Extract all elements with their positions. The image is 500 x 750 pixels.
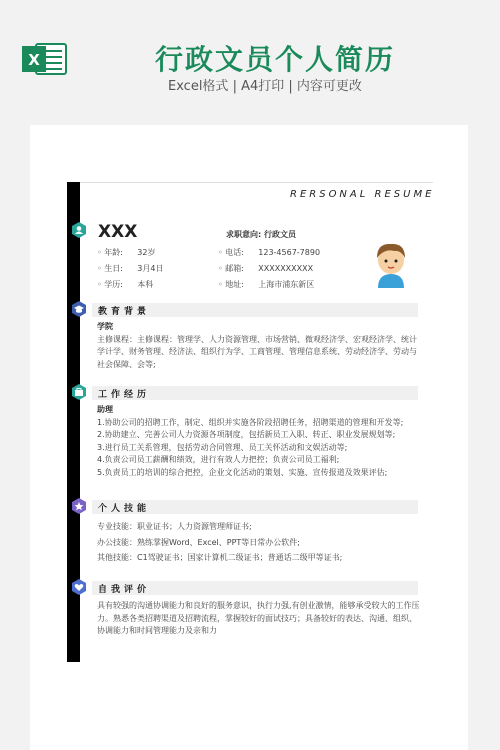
- work-icon: [71, 384, 87, 400]
- work-section-header: 工作经历: [92, 386, 418, 400]
- work-item: 5.负责员工的培训的综合把控，企业文化活动的策划、实施、宣传报道及效果评估;: [97, 467, 388, 477]
- avatar: [370, 238, 412, 288]
- education-body: [97, 321, 422, 371]
- info-phone: ◦ 电话: 123-4567-7890: [218, 248, 321, 257]
- info-email: ◦ 邮箱: XXXXXXXXXX: [218, 264, 314, 273]
- education-icon: [71, 301, 87, 317]
- education-school: 学院: [97, 322, 113, 331]
- page-title: 行政文员个人简历: [155, 43, 396, 76]
- svg-text:X: X: [28, 51, 40, 69]
- info-birthday: ◦ 生日: 3月4日: [97, 264, 164, 273]
- skill-item: 办公技能：熟练掌握Word、Excel、PPT等日常办公软件;: [97, 537, 300, 547]
- work-item: 1.协助公司的招聘工作，制定、组织并实施各阶段招聘任务，招聘渠道的管理和开发等;: [97, 417, 404, 427]
- job-intent: 求职意向: 行政文员: [226, 230, 296, 239]
- work-item: 3.进行员工关系管理，包括劳动合同管理、员工关怀活动和文娱活动等;: [97, 442, 348, 452]
- work-item: 2.协助建立、完善公司人力资源各项制度，包括新员工入职、转正、职业发展规划等;: [97, 430, 396, 439]
- work-role: 助理: [97, 405, 113, 414]
- skills-body: [97, 519, 422, 566]
- heart-icon: [71, 579, 87, 595]
- info-education: ◦ 学历: 本科: [97, 280, 154, 289]
- name-section-icon: [71, 222, 87, 238]
- banner: [0, 0, 500, 115]
- work-item: 4.负责公司员工薪酬和绩效，进行有效人力把控；负责公司员工福利;: [97, 455, 340, 464]
- excel-icon: [22, 42, 68, 76]
- self-eval-section-header: 自我评价: [92, 581, 418, 595]
- info-address: ◦ 地址: 上海市浦东新区: [218, 280, 315, 289]
- page-subtitle: Excel格式 | A4打印 | 内容可更改: [168, 79, 362, 94]
- work-body: [97, 404, 422, 479]
- skills-icon: [71, 498, 87, 514]
- education-section-header: 教育背景: [92, 303, 418, 317]
- resume-en-title: RERSONAL RESUME: [290, 189, 435, 200]
- candidate-name: XXX: [98, 222, 138, 242]
- education-courses: 主修课程：主修课程：管理学、人力资源管理、市场营销、微观经济学、宏观经济学、统计学计学、财务管理、经济法、组织行为学、工商管理、管理信息系统、劳动经济学、劳动与社会保障、会等;: [97, 334, 417, 369]
- skill-item: 专业技能：职业证书；人力资源管理师证书;: [97, 522, 252, 531]
- self-eval-body: 具有较强的沟通协调能力和良好的服务意识，执行力强,有创业激情，能够承受较大的工作压力。熟悉各类招聘渠道及招聘流程，掌握较好的面试技巧；具备较好的表达、沟通、组织、协调能力和时间管理能力及亲和力: [97, 601, 420, 635]
- info-age: ◦ 年龄: 32岁: [97, 248, 156, 257]
- skill-item: 其他技能：C1驾驶证书；国家计算机二级证书；普通话二级甲等证书;: [97, 553, 343, 562]
- skills-section-header: 个人技能: [92, 500, 418, 514]
